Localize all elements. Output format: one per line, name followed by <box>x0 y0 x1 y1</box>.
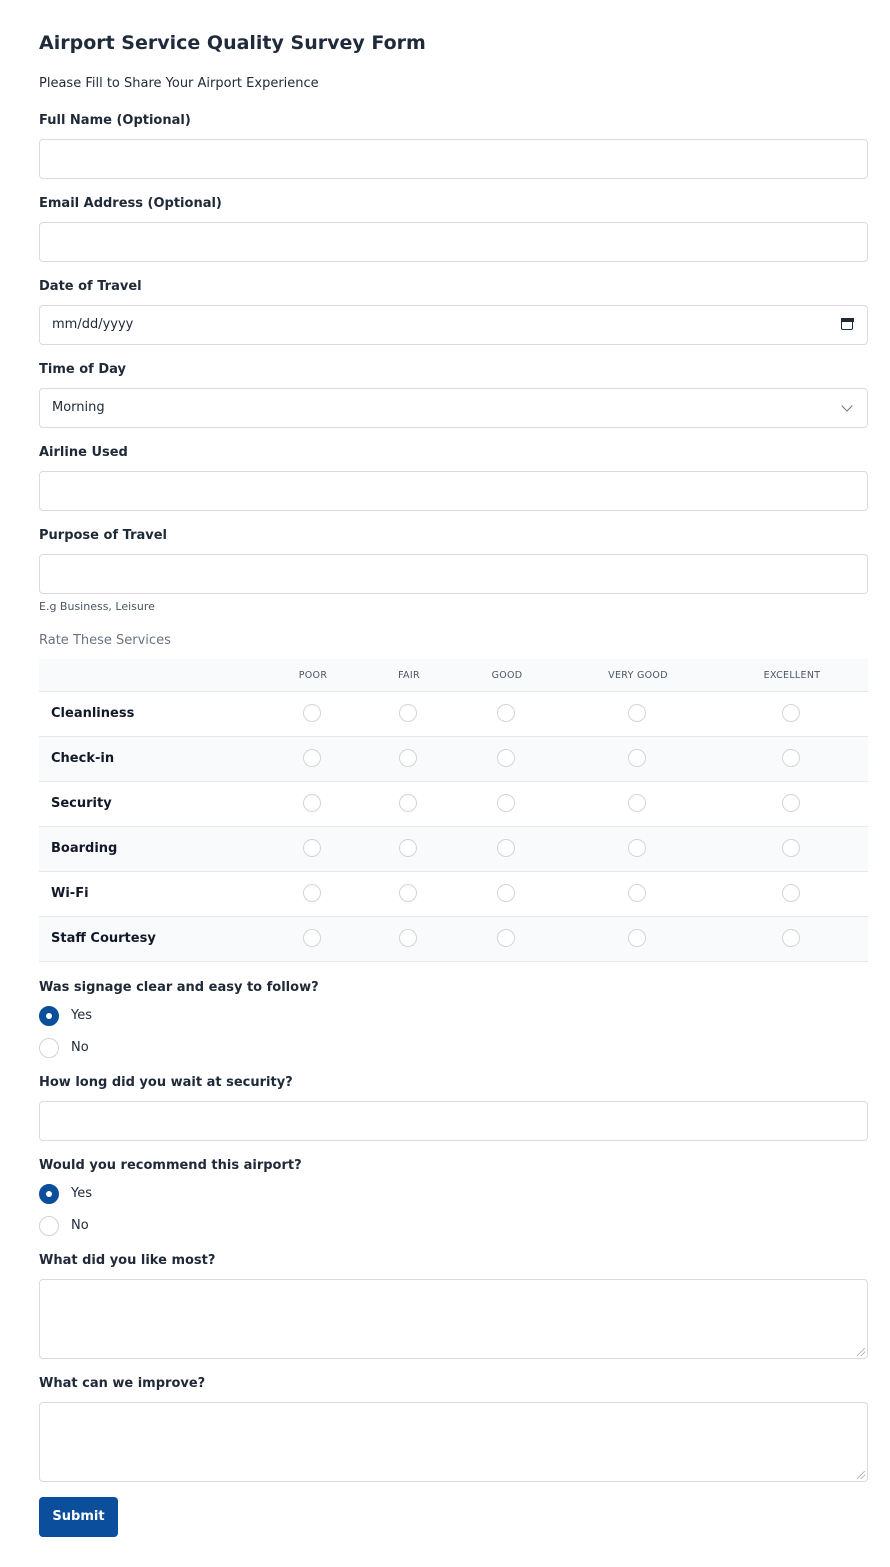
rating-table-header <box>39 659 868 692</box>
full-name-label: Full Name (Optional) <box>39 113 191 128</box>
col-excellent: EXCELLENT <box>763 670 821 681</box>
rating-radio-excellent[interactable] <box>782 749 800 767</box>
col-poor: POOR <box>298 670 328 681</box>
security-wait-input[interactable] <box>39 1101 868 1141</box>
date-placeholder: mm/dd/yyyy <box>52 317 134 332</box>
time-of-day-label: Time of Day <box>39 362 126 377</box>
ratings-heading: Rate These Services <box>39 633 171 648</box>
liked-most-label: What did you like most? <box>39 1253 216 1268</box>
rating-row-label: Boarding <box>51 841 118 856</box>
rating-radio-good[interactable] <box>497 794 515 812</box>
rating-radio-good[interactable] <box>497 704 515 722</box>
security-wait-label: How long did you wait at security? <box>39 1075 293 1090</box>
rating-radio-fair[interactable] <box>399 749 417 767</box>
rating-radio-fair[interactable] <box>399 794 417 812</box>
rating-row-label: Cleanliness <box>51 706 135 721</box>
rating-radio-fair[interactable] <box>399 929 417 947</box>
rating-row-label: Staff Courtesy <box>51 931 156 946</box>
full-name-input[interactable] <box>39 139 868 179</box>
signage-no-label[interactable]: No <box>71 1040 89 1055</box>
signage-yes-label[interactable]: Yes <box>71 1008 92 1023</box>
recommend-yes-radio[interactable] <box>39 1184 59 1204</box>
rating-radio-good[interactable] <box>497 749 515 767</box>
rating-row-cleanliness <box>39 692 868 737</box>
signage-question: Was signage clear and easy to follow? <box>39 980 319 995</box>
rating-radio-very-good[interactable] <box>628 929 646 947</box>
rating-row-staff-courtesy <box>39 917 868 962</box>
date-of-travel-input[interactable] <box>39 305 868 345</box>
purpose-label: Purpose of Travel <box>39 528 167 543</box>
signage-yes-radio[interactable] <box>39 1006 59 1026</box>
email-input[interactable] <box>39 222 868 262</box>
rating-row-label: Wi-Fi <box>51 886 89 901</box>
rating-radio-good[interactable] <box>497 839 515 857</box>
rating-radio-excellent[interactable] <box>782 929 800 947</box>
rating-radio-very-good[interactable] <box>628 839 646 857</box>
rating-radio-excellent[interactable] <box>782 839 800 857</box>
rating-row-wifi <box>39 872 868 917</box>
rating-radio-very-good[interactable] <box>628 884 646 902</box>
improve-label: What can we improve? <box>39 1376 206 1391</box>
rating-radio-very-good[interactable] <box>628 704 646 722</box>
col-fair: FAIR <box>398 670 420 681</box>
date-of-travel-label: Date of Travel <box>39 279 142 294</box>
time-of-day-selected: Morning <box>52 400 105 415</box>
page-subtitle: Please Fill to Share Your Airport Experience <box>39 76 319 91</box>
recommend-no-label[interactable]: No <box>71 1218 89 1233</box>
rating-radio-fair[interactable] <box>399 704 417 722</box>
resize-handle-icon[interactable] <box>857 1348 865 1356</box>
rating-radio-excellent[interactable] <box>782 884 800 902</box>
time-of-day-select[interactable] <box>39 388 868 428</box>
rating-radio-poor[interactable] <box>303 884 321 902</box>
improve-textarea[interactable] <box>39 1402 868 1482</box>
rating-radio-poor[interactable] <box>303 704 321 722</box>
airline-input[interactable] <box>39 471 868 511</box>
page-title: Airport Service Quality Survey Form <box>39 32 426 54</box>
recommend-question: Would you recommend this airport? <box>39 1158 302 1173</box>
rating-radio-fair[interactable] <box>399 839 417 857</box>
rating-radio-poor[interactable] <box>303 929 321 947</box>
recommend-no-radio[interactable] <box>39 1216 59 1236</box>
rating-radio-very-good[interactable] <box>628 749 646 767</box>
rating-radio-excellent[interactable] <box>782 794 800 812</box>
rating-row-boarding <box>39 827 868 872</box>
rating-row-label: Security <box>51 796 112 811</box>
col-very-good: VERY GOOD <box>608 670 668 681</box>
rating-radio-good[interactable] <box>497 884 515 902</box>
rating-row-check-in <box>39 737 868 782</box>
rating-radio-poor[interactable] <box>303 794 321 812</box>
airline-label: Airline Used <box>39 445 128 460</box>
recommend-yes-label[interactable]: Yes <box>71 1186 92 1201</box>
rating-radio-poor[interactable] <box>303 839 321 857</box>
submit-button[interactable]: Submit <box>39 1497 118 1537</box>
rating-radio-very-good[interactable] <box>628 794 646 812</box>
purpose-input[interactable] <box>39 554 868 594</box>
rating-radio-excellent[interactable] <box>782 704 800 722</box>
rating-row-label: Check-in <box>51 751 115 766</box>
purpose-hint: E.g Business, Leisure <box>39 600 155 613</box>
rating-row-security <box>39 782 868 827</box>
resize-handle-icon[interactable] <box>857 1471 865 1479</box>
rating-radio-poor[interactable] <box>303 749 321 767</box>
rating-radio-good[interactable] <box>497 929 515 947</box>
col-good: GOOD <box>491 670 523 681</box>
email-label: Email Address (Optional) <box>39 196 222 211</box>
calendar-icon[interactable] <box>841 318 853 330</box>
chevron-down-icon <box>841 400 852 411</box>
liked-most-textarea[interactable] <box>39 1279 868 1359</box>
signage-no-radio[interactable] <box>39 1038 59 1058</box>
rating-radio-fair[interactable] <box>399 884 417 902</box>
